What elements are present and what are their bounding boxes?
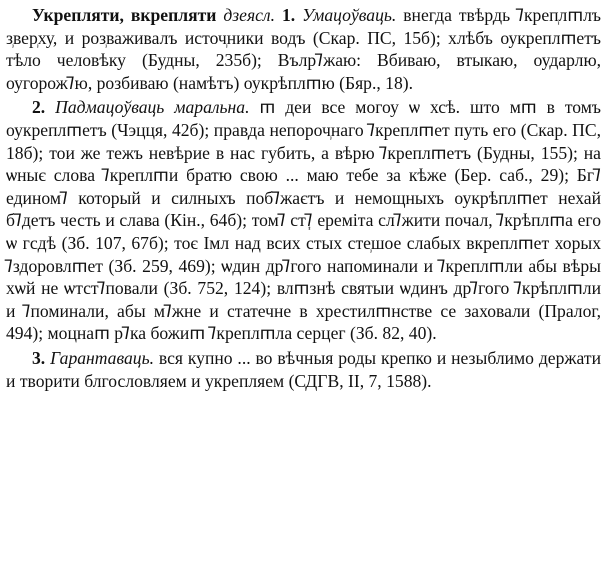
sense-citations: вся купно ... во вѣчныя роды крепко и незыблимо держати и творити блгословляем и укрепляем (СДГВ, II, 7, 1588).: [6, 347, 601, 391]
entry-paragraph-sense-1: [6, 4, 601, 94]
sense-gloss: Падмацоўваць маральна.: [55, 97, 250, 118]
sense-citations: внегда твѣр᷂дь ᲄкреп᷂лᲅлъ з᷂вер᷂ху, и роз᷂важивалъ источ᷂ники водъ (Скар. ПС, 15б); хлѣбъ оукреплᲅетъ тѣло человѣку (Будны, 235б); Вълрᲄжаю: Вбиваю, втыкаю, оударлю, оугорожᲄю, розбиваю (намѣтъ) оукрѣплᲅю (Бяр., 18).: [6, 5, 602, 93]
entry-paragraph-sense-3: [6, 347, 601, 392]
entry-paragraph-sense-2: [6, 96, 601, 345]
sense-gloss: Умацоўваць.: [302, 5, 397, 25]
sense-number: 1.: [281, 5, 296, 25]
sense-number: 3.: [32, 347, 46, 368]
sense-citations: ᲅ деи все могоу ѡ хсѣ. што мᲅ в томъ оукреплᲅетъ (Чэцця, 42б); прав᷂да непороч᷂наго ᲄкреплᲅет путь его (Скар. ПС, 18б); тои же тежъ невѣрие в нас губить, а вѣрю ᲄкреплᲅетъ (Будны, 155); на ѡныє слова ᲄкреплᲅи братю свою ... маю тебе за кѣже (Бер. саб., 29); Бгᲄ единомᲄ который и силныхъ побᲄжаєтъ и немощныхъ оукрѣплᲅет нехай бᲄдетъ честь и слава (Кін., 64б); томᲄ стᲄ᷂ еремiта слᲄжити почал, ᲄкрѣплᲅа его ѡ гсдѣ (Зб. 107, 67б); тоє Імл над всих стых сте᷂шое слабых вкреплᲅет хорых ᲄздоровлᲅет (Зб. 259, 469); ѡдин дрᲄгого напоминали и ᲄкреплᲅли абы вѣры хѡй не ѡтстᲄповали (Зб. 752, 124); влᲅзнѣ святыи ѡдинъ дрᲄгого ᲄкрѣплᲅли и ᲄпоминали, абы мᲄжне и статечне в хрестилᲅнстве се заховали (Пралог, 494); моцнаᲅ рᲄка божиᲅ ᲄкреплᲅла серцег (Зб. 82, 40).: [6, 97, 601, 344]
sense-gloss: Гарантаваць.: [50, 347, 154, 368]
part-of-speech: дзеясл.: [223, 5, 276, 25]
sense-number: 2.: [32, 97, 46, 118]
headword: Укрепляти, вкрепляти: [32, 5, 217, 25]
